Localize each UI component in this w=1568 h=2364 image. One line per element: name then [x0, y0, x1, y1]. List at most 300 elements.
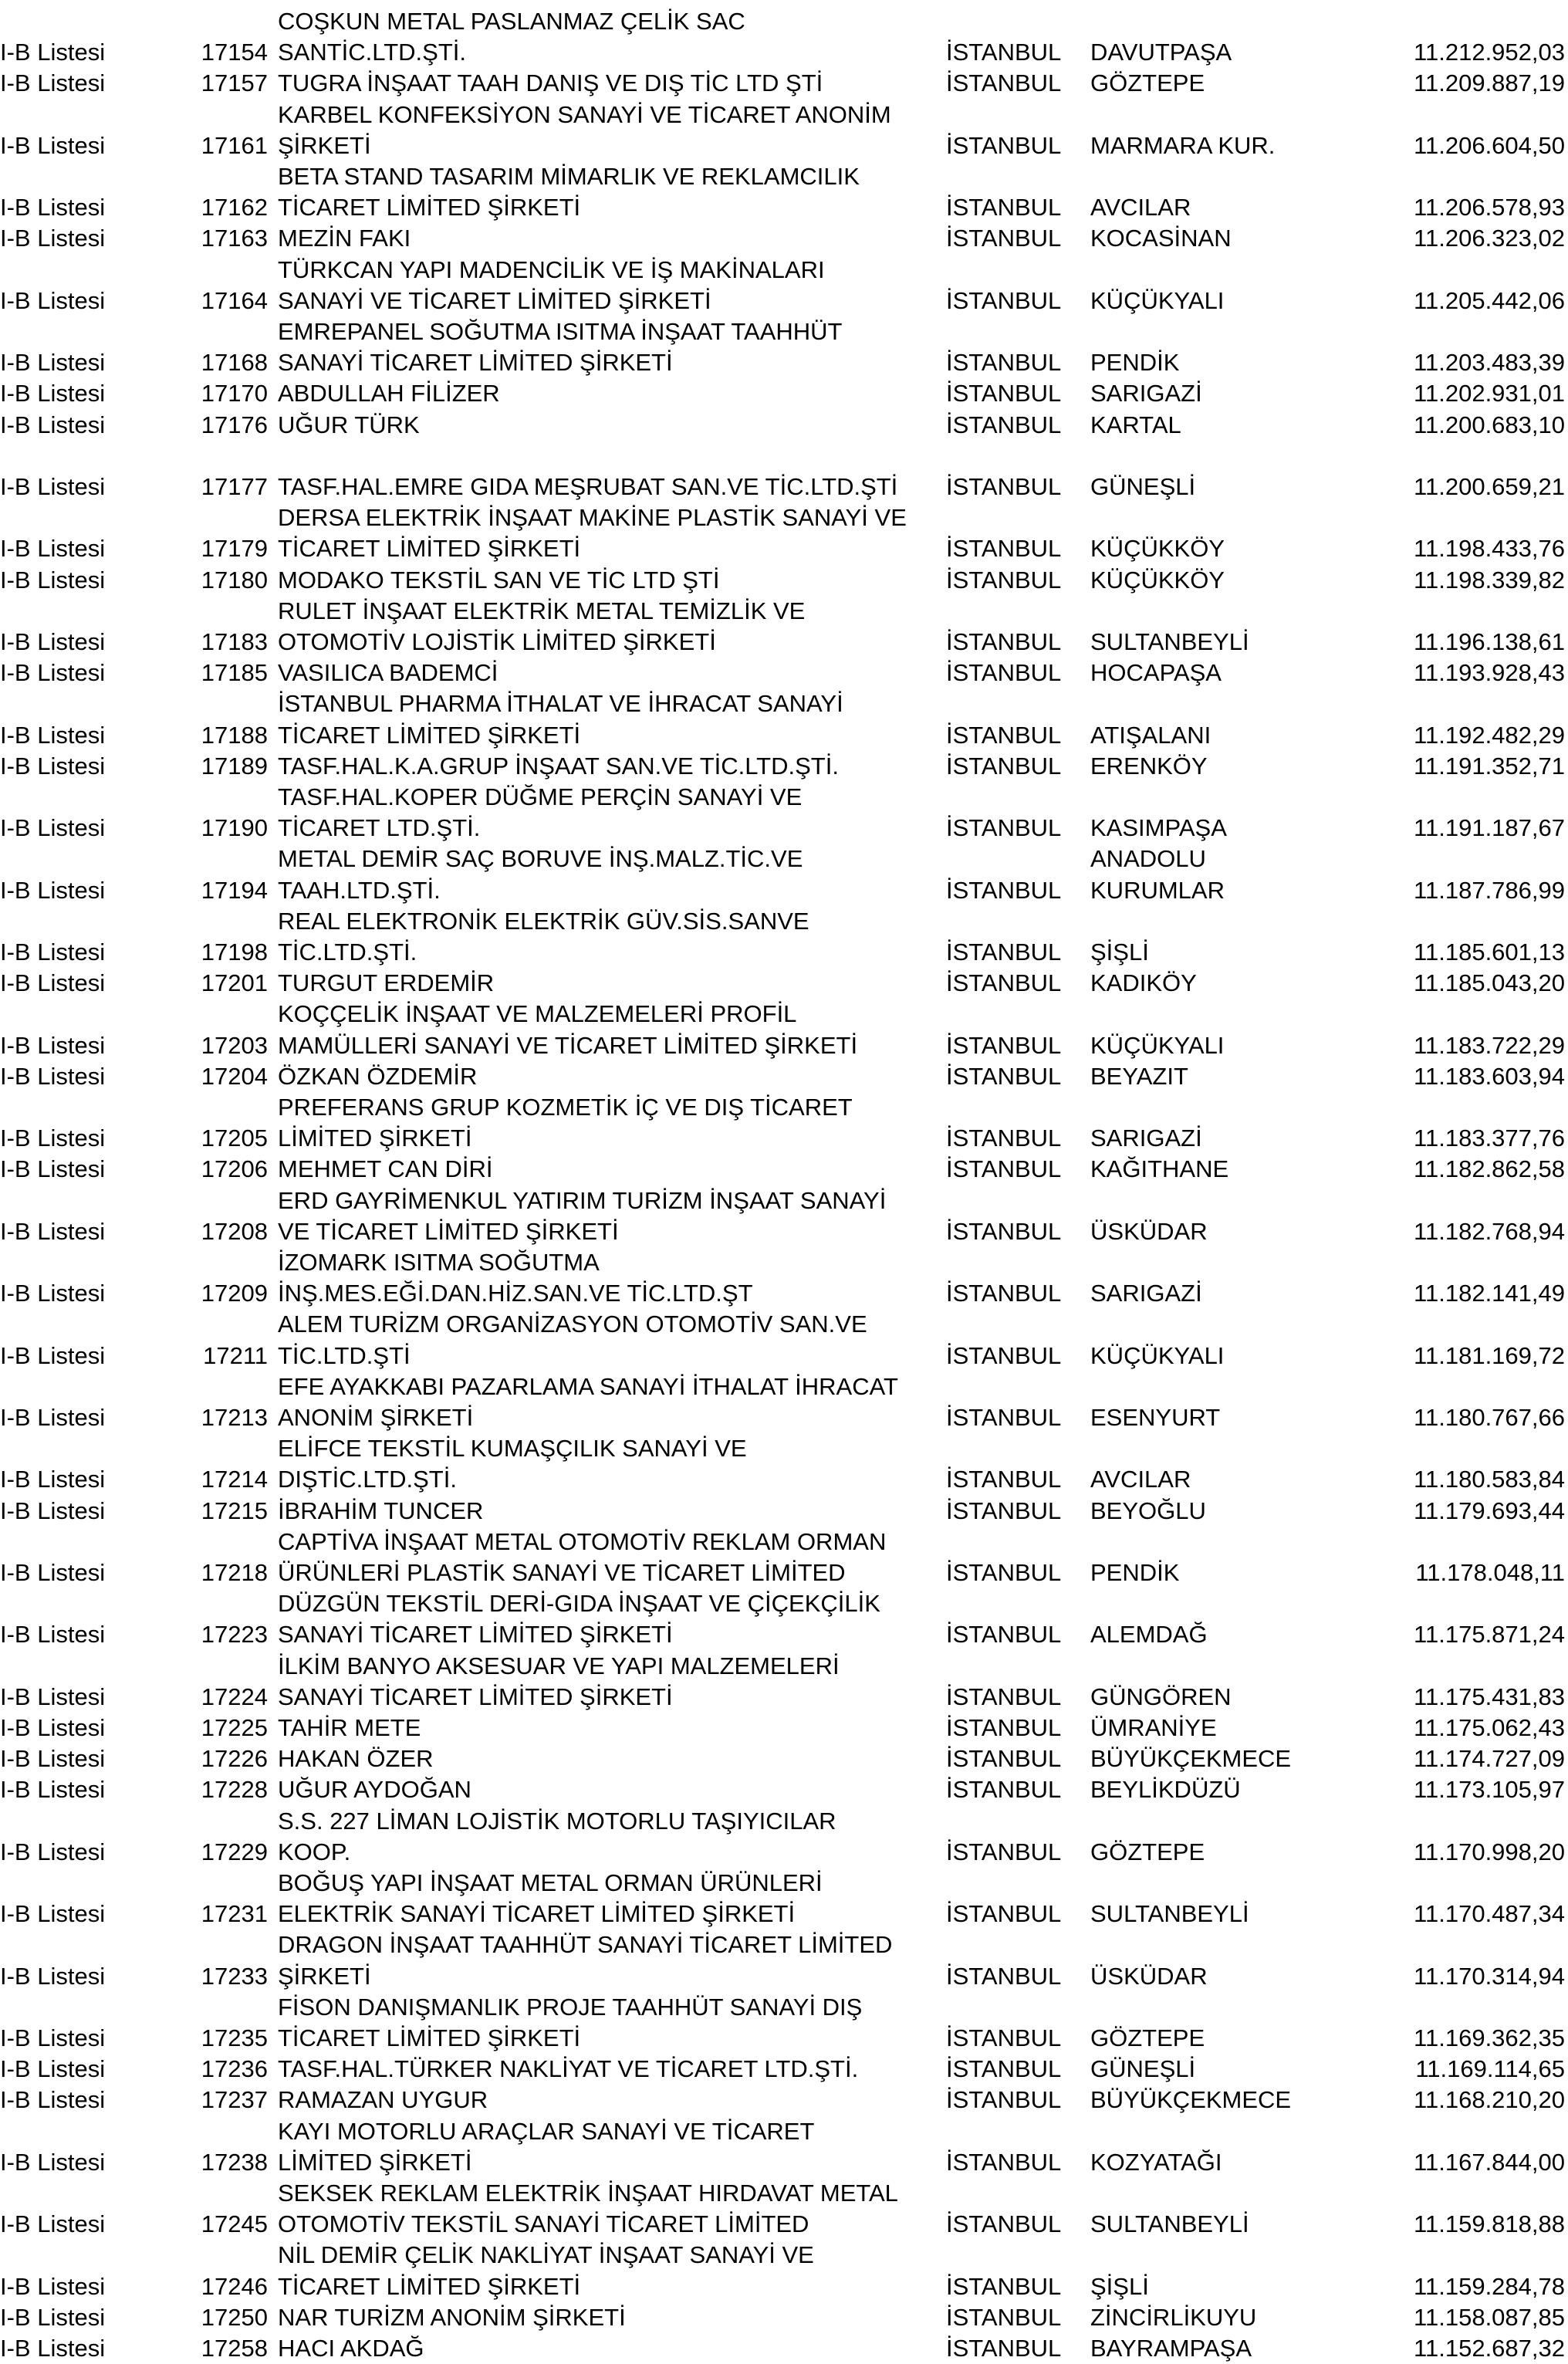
district: ANADOLU [1090, 845, 1206, 873]
company-name: İZOMARK ISITMA SOĞUTMA [278, 1249, 600, 1276]
city: İSTANBUL [946, 752, 1062, 780]
amount: 11.203.483,39 [1414, 349, 1565, 377]
list-label: I-B Listesi [0, 1031, 106, 1059]
company-name: EMREPANEL SOĞUTMA ISITMA İNŞAAT TAAHHÜT [278, 318, 843, 345]
table-row-continuation [0, 502, 1568, 533]
table-row-continuation [0, 1588, 1568, 1619]
record-number: 17183 [201, 628, 268, 655]
amount: 11.185.043,20 [1414, 969, 1565, 997]
company-name: ERD GAYRİMENKUL YATIRIM TURİZM İNŞAAT SANAYİ [278, 1186, 887, 1214]
record-number: 17180 [201, 566, 268, 594]
list-label: I-B Listesi [0, 752, 106, 780]
table-row-continuation [0, 1185, 1568, 1216]
list-label: I-B Listesi [0, 1280, 106, 1307]
company-name: BETA STAND TASARIM MİMARLIK VE REKLAMCILIK [278, 163, 860, 190]
table-row-continuation [0, 316, 1568, 347]
amount: 11.206.604,50 [1414, 131, 1565, 159]
city: İSTANBUL [946, 69, 1062, 97]
record-number: 17238 [201, 2148, 268, 2176]
list-label: I-B Listesi [0, 1217, 106, 1245]
table-row [0, 1061, 1568, 1092]
company-name: LİMİTED ŞİRKETİ [278, 2148, 472, 2176]
city: İSTANBUL [946, 876, 1062, 904]
list-label: I-B Listesi [0, 411, 106, 438]
list-label: I-B Listesi [0, 2210, 106, 2238]
city: İSTANBUL [946, 2086, 1062, 2114]
table-row-continuation [0, 1527, 1568, 1557]
table-row [0, 1557, 1568, 1588]
district: KÜÇÜKYALI [1090, 1341, 1225, 1369]
list-label: I-B Listesi [0, 659, 106, 687]
amount: 11.182.768,94 [1414, 1217, 1565, 1245]
company-name: TİC.LTD.ŞTİ [278, 1341, 411, 1369]
company-name: TASF.HAL.K.A.GRUP İNŞAAT SAN.VE TİC.LTD.ŞTİ. [278, 752, 839, 780]
record-number: 17235 [201, 2024, 268, 2051]
company-name: HAKAN ÖZER [278, 1745, 434, 1773]
table-row [0, 1774, 1568, 1805]
district: ESENYURT [1090, 1404, 1221, 1431]
table-row [0, 533, 1568, 564]
district: SARIGAZİ [1090, 380, 1202, 408]
district: BÜYÜKÇEKMECE [1090, 1745, 1292, 1773]
table-row [0, 37, 1568, 68]
table-row-continuation [0, 6, 1568, 37]
list-label: I-B Listesi [0, 225, 106, 252]
city: İSTANBUL [946, 1062, 1062, 1090]
district: GÖZTEPE [1090, 69, 1205, 97]
district: ERENKÖY [1090, 752, 1208, 780]
city: İSTANBUL [946, 286, 1062, 314]
table-row-continuation [0, 1433, 1568, 1464]
city: İSTANBUL [946, 1745, 1062, 1773]
district: BEYOĞLU [1090, 1497, 1206, 1524]
district: ŞİŞLİ [1090, 2272, 1149, 2300]
district: ÜMRANİYE [1090, 1714, 1217, 1741]
city: İSTANBUL [946, 39, 1062, 66]
list-label: I-B Listesi [0, 1466, 106, 1493]
record-number: 17224 [201, 1683, 268, 1710]
list-label: I-B Listesi [0, 1125, 106, 1152]
district: BEYAZIT [1090, 1062, 1188, 1090]
record-number: 17245 [201, 2210, 268, 2238]
table-row [0, 751, 1568, 782]
amount: 11.196.138,61 [1414, 628, 1565, 655]
table-row-continuation [0, 1992, 1568, 2023]
list-label: I-B Listesi [0, 969, 106, 997]
district: HOCAPAŞA [1090, 659, 1222, 687]
company-name: RULET İNŞAAT ELEKTRİK METAL TEMİZLİK VE [278, 597, 806, 624]
table-row [0, 1464, 1568, 1495]
district: GÖZTEPE [1090, 1838, 1205, 1865]
company-name: REAL ELEKTRONİK ELEKTRİK GÜV.SİS.SANVE [278, 907, 809, 935]
district: BAYRAMPAŞA [1090, 2335, 1252, 2362]
table-row [0, 2054, 1568, 2085]
list-label: I-B Listesi [0, 1838, 106, 1865]
company-name: BOĞUŞ YAPI İNŞAAT METAL ORMAN ÜRÜNLERİ [278, 1869, 823, 1896]
list-label: I-B Listesi [0, 2086, 106, 2114]
city: İSTANBUL [946, 1125, 1062, 1152]
city: İSTANBUL [946, 131, 1062, 159]
record-number: 17198 [201, 938, 268, 966]
amount: 11.183.603,94 [1414, 1062, 1565, 1090]
table-row-continuation [0, 596, 1568, 627]
record-number: 17206 [201, 1155, 268, 1183]
table-row [0, 410, 1568, 441]
company-name: İNŞ.MES.EĞİ.DAN.HİZ.SAN.VE TİC.LTD.ŞT [278, 1280, 753, 1307]
record-number: 17204 [201, 1062, 268, 1090]
company-name: TİCARET LİMİTED ŞİRKETİ [278, 721, 581, 749]
list-label: I-B Listesi [0, 876, 106, 904]
district: SARIGAZİ [1090, 1280, 1202, 1307]
table-row [0, 1619, 1568, 1650]
table-row-continuation [0, 906, 1568, 937]
record-number: 17229 [201, 1838, 268, 1865]
amount: 11.170.487,34 [1414, 1900, 1565, 1928]
city: İSTANBUL [946, 1404, 1062, 1431]
city: İSTANBUL [946, 1497, 1062, 1524]
amount: 11.181.169,72 [1414, 1341, 1565, 1369]
table-row [0, 1341, 1568, 1371]
amount: 11.191.187,67 [1414, 814, 1565, 842]
list-label: I-B Listesi [0, 194, 106, 222]
record-number: 17170 [201, 380, 268, 408]
district: SULTANBEYLİ [1090, 628, 1249, 655]
list-label: I-B Listesi [0, 286, 106, 314]
amount: 11.170.998,20 [1414, 1838, 1565, 1865]
table-row-continuation [0, 1247, 1568, 1278]
city: İSTANBUL [946, 566, 1062, 594]
district: KURUMLAR [1090, 876, 1225, 904]
district: KAĞITHANE [1090, 1155, 1229, 1183]
company-name: S.S. 227 LİMAN LOJİSTİK MOTORLU TAŞIYICILAR [278, 1807, 836, 1835]
company-name: METAL DEMİR SAÇ BORUVE İNŞ.MALZ.TİC.VE [278, 845, 803, 873]
city: İSTANBUL [946, 1466, 1062, 1493]
district: KÜÇÜKYALI [1090, 286, 1225, 314]
district: GÜNEŞLİ [1090, 2055, 1196, 2083]
company-name: TASF.HAL.KOPER DÜĞME PERÇİN SANAYİ VE [278, 783, 803, 810]
record-number: 17226 [201, 1745, 268, 1773]
table-row-continuation [0, 2240, 1568, 2271]
record-number: 17246 [201, 2272, 268, 2300]
record-number: 17162 [201, 194, 268, 222]
district: KADIKÖY [1090, 969, 1197, 997]
company-name: LİMİTED ŞİRKETİ [278, 1125, 472, 1152]
table-row-continuation [0, 844, 1568, 874]
table-row [0, 875, 1568, 906]
list-label: I-B Listesi [0, 2148, 106, 2176]
record-number: 17205 [201, 1125, 268, 1152]
list-label: I-B Listesi [0, 473, 106, 500]
list-label: I-B Listesi [0, 1962, 106, 1990]
company-name: ELİFCE TEKSTİL KUMAŞÇILIK SANAYİ VE [278, 1435, 747, 1463]
company-name: RAMAZAN UYGUR [278, 2086, 488, 2114]
amount: 11.185.601,13 [1414, 938, 1565, 966]
company-name: KOOP. [278, 1838, 351, 1865]
company-name: NAR TURİZM ANONİM ŞİRKETİ [278, 2303, 626, 2331]
amount: 11.182.862,58 [1414, 1155, 1565, 1183]
city: İSTANBUL [946, 721, 1062, 749]
list-label: I-B Listesi [0, 131, 106, 159]
table-row [0, 658, 1568, 688]
record-number: 17185 [201, 659, 268, 687]
list-label: I-B Listesi [0, 2335, 106, 2362]
amount: 11.170.314,94 [1414, 1962, 1565, 1990]
city: İSTANBUL [946, 1341, 1062, 1369]
list-label: I-B Listesi [0, 1776, 106, 1804]
record-number: 17250 [201, 2303, 268, 2331]
company-name: TİCARET LİMİTED ŞİRKETİ [278, 2272, 581, 2300]
table-row-continuation [0, 999, 1568, 1030]
company-name: VASILICA BADEMCİ [278, 659, 498, 687]
list-label: I-B Listesi [0, 2272, 106, 2300]
record-number: 17203 [201, 1031, 268, 1059]
amount: 11.169.362,35 [1414, 2024, 1565, 2051]
table-row [0, 1123, 1568, 1154]
record-number: 17179 [201, 535, 268, 563]
record-number: 17157 [201, 69, 268, 97]
amount: 11.175.871,24 [1414, 1621, 1565, 1649]
table-row [0, 2147, 1568, 2178]
company-name: İLKİM BANYO AKSESUAR VE YAPI MALZEMELERİ [278, 1652, 840, 1679]
city: İSTANBUL [946, 1031, 1062, 1059]
amount: 11.159.818,88 [1414, 2210, 1565, 2238]
amount: 11.168.210,20 [1414, 2086, 1565, 2114]
company-name: UĞUR TÜRK [278, 411, 420, 438]
district: ÜSKÜDAR [1090, 1962, 1208, 1990]
company-name: VE TİCARET LİMİTED ŞİRKETİ [278, 1217, 619, 1245]
company-name: OTOMOTİV LOJİSTİK LİMİTED ŞİRKETİ [278, 628, 716, 655]
district: KÜÇÜKYALI [1090, 1031, 1225, 1059]
district: ÜSKÜDAR [1090, 1217, 1208, 1245]
company-name: ABDULLAH FİLİZER [278, 380, 500, 408]
district: KÜÇÜKKÖY [1090, 566, 1225, 594]
district: AVCILAR [1090, 194, 1191, 222]
record-number: 17237 [201, 2086, 268, 2114]
table-row-continuation [0, 2116, 1568, 2147]
company-name: EFE AYAKKABI PAZARLAMA SANAYİ İTHALAT İHRACAT [278, 1372, 898, 1400]
district: GÜNEŞLİ [1090, 473, 1196, 500]
company-name: İSTANBUL PHARMA İTHALAT VE İHRACAT SANAYİ [278, 690, 843, 718]
district: KASIMPAŞA [1090, 814, 1227, 842]
record-number: 17215 [201, 1497, 268, 1524]
company-name: ÖZKAN ÖZDEMİR [278, 1062, 478, 1090]
company-name: TUGRA İNŞAAT TAAH DANIŞ VE DIŞ TİC LTD ŞTİ [278, 69, 823, 97]
table-row [0, 813, 1568, 844]
company-name: TİCARET LİMİTED ŞİRKETİ [278, 2024, 581, 2051]
city: İSTANBUL [946, 1621, 1062, 1649]
company-name: DRAGON İNŞAAT TAAHHÜT SANAYİ TİCARET LİMİTED [278, 1931, 893, 1959]
amount: 11.183.377,76 [1414, 1125, 1565, 1152]
city: İSTANBUL [946, 2335, 1062, 2362]
district: KÜÇÜKKÖY [1090, 535, 1225, 563]
table-row-continuation [0, 688, 1568, 719]
district: KOZYATAĞI [1090, 2148, 1222, 2176]
amount: 11.206.578,93 [1414, 194, 1565, 222]
record-number: 17233 [201, 1962, 268, 1990]
company-name: KARBEL KONFEKSİYON SANAYİ VE TİCARET ANONİM [278, 100, 891, 128]
district: MARMARA KUR. [1090, 131, 1276, 159]
city: İSTANBUL [946, 1962, 1062, 1990]
company-name: TAHİR METE [278, 1714, 421, 1741]
record-number: 17164 [201, 286, 268, 314]
table-row-continuation [0, 441, 1568, 472]
city: İSTANBUL [946, 969, 1062, 997]
company-name: SANAYİ TİCARET LİMİTED ŞİRKETİ [278, 1621, 673, 1649]
district: SULTANBEYLİ [1090, 1900, 1249, 1928]
table-row [0, 223, 1568, 254]
amount: 11.191.352,71 [1414, 752, 1565, 780]
city: İSTANBUL [946, 1776, 1062, 1804]
city: İSTANBUL [946, 1838, 1062, 1865]
table-row-continuation [0, 1929, 1568, 1960]
company-name: TÜRKCAN YAPI MADENCİLİK VE İŞ MAKİNALARI [278, 255, 825, 283]
record-number: 17228 [201, 1776, 268, 1804]
company-name: TİCARET LTD.ŞTİ. [278, 814, 481, 842]
company-name: ANONİM ŞİRKETİ [278, 1404, 474, 1431]
amount: 11.173.105,97 [1414, 1776, 1565, 1804]
list-label: I-B Listesi [0, 1341, 106, 1369]
list-label: I-B Listesi [0, 39, 106, 66]
table-row [0, 2271, 1568, 2302]
district: ŞİŞLİ [1090, 938, 1149, 966]
district: BÜYÜKÇEKMECE [1090, 2086, 1292, 2114]
amount: 11.205.442,06 [1414, 286, 1565, 314]
record-number: 17189 [201, 752, 268, 780]
amount: 11.183.722,29 [1414, 1031, 1565, 1059]
table-row [0, 1402, 1568, 1433]
table-row [0, 1496, 1568, 1527]
table-row-continuation [0, 255, 1568, 286]
record-number: 17154 [201, 39, 268, 66]
list-label: I-B Listesi [0, 1745, 106, 1773]
list-label: I-B Listesi [0, 2024, 106, 2051]
amount: 11.200.683,10 [1414, 411, 1565, 438]
company-name: NİL DEMİR ÇELİK NAKLİYAT İNŞAAT SANAYİ VE [278, 2241, 814, 2269]
city: İSTANBUL [946, 1155, 1062, 1183]
city: İSTANBUL [946, 814, 1062, 842]
table-row [0, 378, 1568, 409]
table-row [0, 565, 1568, 596]
company-name: DÜZGÜN TEKSTİL DERİ-GIDA İNŞAAT VE ÇİÇEKÇİLİK [278, 1590, 880, 1618]
list-label: I-B Listesi [0, 1621, 106, 1649]
list-label: I-B Listesi [0, 1404, 106, 1431]
record-number: 17190 [201, 814, 268, 842]
record-number: 17161 [201, 131, 268, 159]
record-number: 17194 [201, 876, 268, 904]
list-label: I-B Listesi [0, 2303, 106, 2331]
district: SARIGAZİ [1090, 1125, 1202, 1152]
table-row [0, 1899, 1568, 1929]
record-number: 17231 [201, 1900, 268, 1928]
company-name: COŞKUN METAL PASLANMAZ ÇELİK SAC [278, 8, 745, 35]
list-label: I-B Listesi [0, 2055, 106, 2083]
district: BEYLİKDÜZÜ [1090, 1776, 1241, 1804]
amount: 11.212.952,03 [1414, 39, 1565, 66]
company-name: MODAKO TEKSTİL SAN VE TİC LTD ŞTİ [278, 566, 720, 594]
city: İSTANBUL [946, 1559, 1062, 1586]
company-name: OTOMOTİV TEKSTİL SANAYİ TİCARET LİMİTED [278, 2210, 809, 2238]
table-row-continuation [0, 100, 1568, 130]
company-name: SEKSEK REKLAM ELEKTRİK İNŞAAT HIRDAVAT METAL [278, 2180, 898, 2207]
company-name: ALEM TURİZM ORGANİZASYON OTOMOTİV SAN.VE [278, 1311, 867, 1338]
company-name: TASF.HAL.TÜRKER NAKLİYAT VE TİCARET LTD.ŞTİ. [278, 2055, 859, 2083]
district: SULTANBEYLİ [1090, 2210, 1249, 2238]
table-row [0, 720, 1568, 751]
company-name: PREFERANS GRUP KOZMETİK İÇ VE DIŞ TİCARET [278, 1094, 853, 1121]
record-number: 17168 [201, 349, 268, 377]
table-row-continuation [0, 2178, 1568, 2209]
city: İSTANBUL [946, 1683, 1062, 1710]
company-name: TURGUT ERDEMİR [278, 969, 495, 997]
district: ZİNCİRLİKUYU [1090, 2303, 1257, 2331]
city: İSTANBUL [946, 1714, 1062, 1741]
company-name: MEZİN FAKI [278, 225, 411, 252]
list-label: I-B Listesi [0, 1559, 106, 1586]
company-name: TİC.LTD.ŞTİ. [278, 938, 417, 966]
company-name: TAAH.LTD.ŞTİ. [278, 876, 441, 904]
table-row [0, 1961, 1568, 1992]
city: İSTANBUL [946, 938, 1062, 966]
amount: 11.180.767,66 [1414, 1404, 1565, 1431]
record-number: 17225 [201, 1714, 268, 1741]
record-number: 17209 [201, 1280, 268, 1307]
company-name: DERSA ELEKTRİK İNŞAAT MAKİNE PLASTİK SANAYİ VE [278, 504, 907, 532]
district: KOCASİNAN [1090, 225, 1232, 252]
table-row-continuation [0, 161, 1568, 192]
table-row [0, 1154, 1568, 1185]
record-number: 17236 [201, 2055, 268, 2083]
record-number: 17223 [201, 1621, 268, 1649]
amount: 11.198.433,76 [1414, 535, 1565, 563]
city: İSTANBUL [946, 2148, 1062, 2176]
company-name: SANAYİ VE TİCARET LİMİTED ŞİRKETİ [278, 286, 711, 314]
list-label: I-B Listesi [0, 535, 106, 563]
amount: 11.187.786,99 [1414, 876, 1565, 904]
company-name: ŞİRKETİ [278, 1962, 371, 1990]
list-label: I-B Listesi [0, 721, 106, 749]
company-name: HACI AKDAĞ [278, 2335, 424, 2362]
table-row-continuation [0, 1806, 1568, 1837]
company-name: TİCARET LİMİTED ŞİRKETİ [278, 535, 581, 563]
company-name: SANAYİ TİCARET LİMİTED ŞİRKETİ [278, 1683, 673, 1710]
amount: 11.206.323,02 [1414, 225, 1565, 252]
city: İSTANBUL [946, 2055, 1062, 2083]
table-row [0, 1216, 1568, 1247]
company-name: DIŞTİC.LTD.ŞTİ. [278, 1466, 457, 1493]
city: İSTANBUL [946, 194, 1062, 222]
amount: 11.175.062,43 [1414, 1714, 1565, 1741]
record-number: 17258 [201, 2335, 268, 2362]
table-row-continuation [0, 1651, 1568, 1682]
district: ATIŞALANI [1090, 721, 1211, 749]
amount: 11.202.931,01 [1414, 380, 1565, 408]
table-row [0, 68, 1568, 99]
record-number: 17208 [201, 1217, 268, 1245]
list-label: I-B Listesi [0, 1714, 106, 1741]
city: İSTANBUL [946, 2210, 1062, 2238]
company-name: ELEKTRİK SANAYİ TİCARET LİMİTED ŞİRKETİ [278, 1900, 796, 1928]
amount: 11.174.727,09 [1414, 1745, 1565, 1773]
list-label: I-B Listesi [0, 349, 106, 377]
company-name: KAYI MOTORLU ARAÇLAR SANAYİ VE TİCARET [278, 2117, 815, 2145]
city: İSTANBUL [946, 411, 1062, 438]
city: İSTANBUL [946, 659, 1062, 687]
table-row [0, 1278, 1568, 1309]
company-name: SANAYİ TİCARET LİMİTED ŞİRKETİ [278, 349, 673, 377]
list-label: I-B Listesi [0, 1155, 106, 1183]
record-number: 17177 [201, 473, 268, 500]
amount: 11.175.431,83 [1414, 1683, 1565, 1710]
